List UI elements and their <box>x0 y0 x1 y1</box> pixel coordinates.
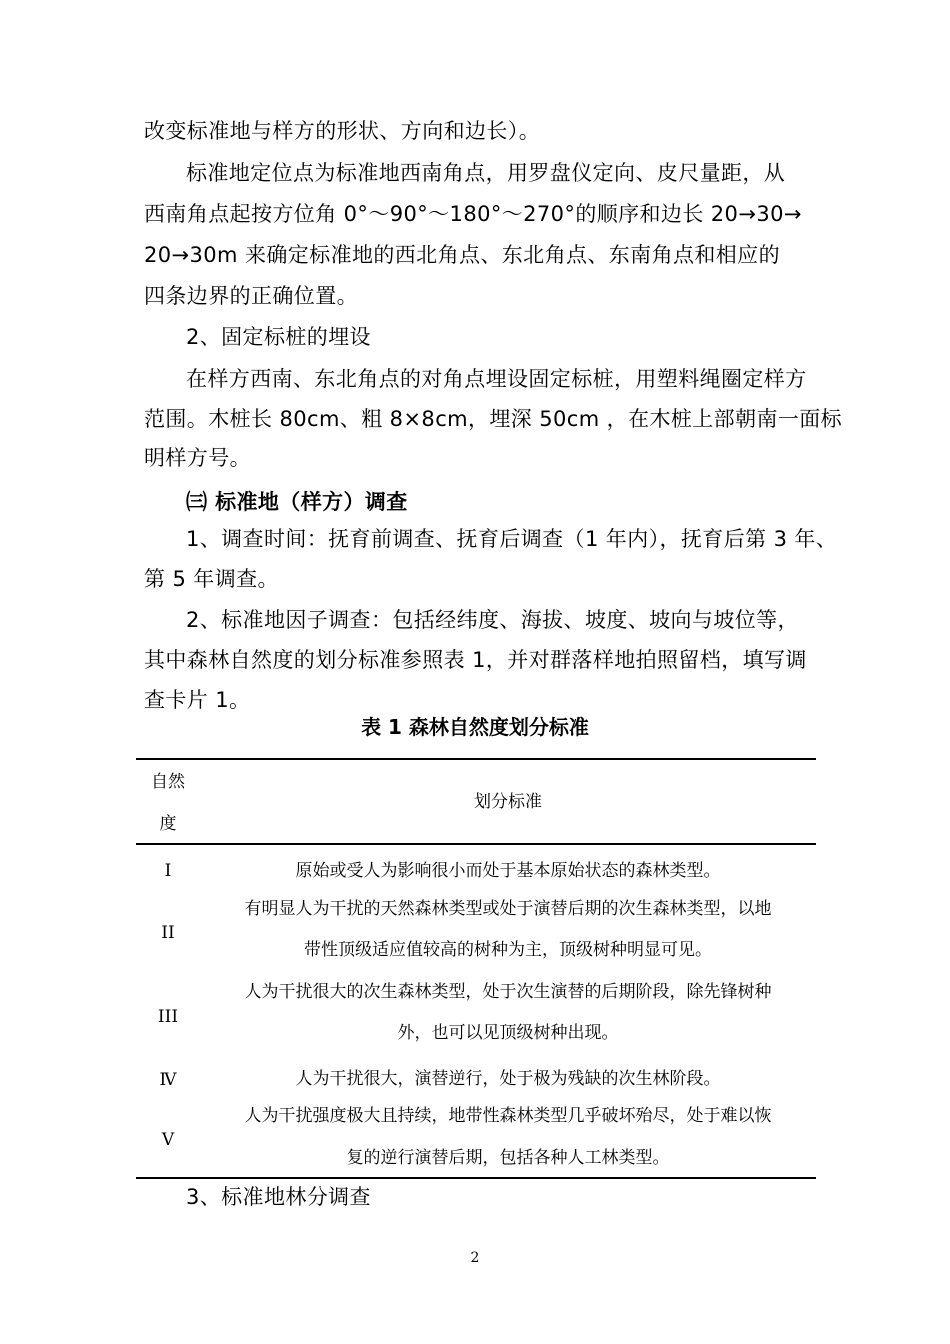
paragraph-line: 改变标准地与样方的形状、方向和边长）。 <box>144 119 541 143</box>
paragraph-line: 20→30m 来确定标准地的西北角点、东北角点、东南角点和相应的 <box>144 243 780 267</box>
page-number: 2 <box>470 1250 480 1266</box>
table-cell-criteria: 有明显人为干扰的天然森林类型或处于演替后期的次生森林类型，以地 <box>244 899 772 919</box>
table-cell-criteria: 带性顶级适应值较高的树种为主，顶级树种明显可见。 <box>304 940 712 960</box>
table-header-grade: 自然 <box>151 772 185 792</box>
table-cell-criteria: 人为干扰很大的次生森林类型，处于次生演替的后期阶段，除先锋树种 <box>244 982 772 1002</box>
table-cell-grade: Ⅳ <box>159 1070 177 1090</box>
table-cell-criteria: 人为干扰强度极大且持续，地带性森林类型几乎破坏殆尽，处于难以恢 <box>244 1106 772 1126</box>
table-cell-criteria: 原始或受人为影响很小而处于基本原始状态的森林类型。 <box>295 861 721 881</box>
table-cell-criteria: 人为干扰很大，演替逆行，处于极为残缺的次生林阶段。 <box>295 1069 721 1089</box>
table-cell-grade: V <box>161 1130 175 1150</box>
paragraph-line: 范围。木桩长 80cm、粗 8×8cm，埋深 50cm ，在木桩上部朝南一面标 <box>144 407 843 431</box>
table-header-rule <box>136 843 816 845</box>
paragraph-line: 四条边界的正确位置。 <box>144 284 358 308</box>
paragraph-line: 第 5 年调查。 <box>144 567 279 591</box>
paragraph-line: 2、标准地因子调查：包括经纬度、海拔、坡度、坡向与坡位等， <box>186 608 799 632</box>
table-cell-grade: III <box>157 1007 179 1027</box>
paragraph-line: 在样方西南、东北角点的对角点埋设固定标桩，用塑料绳圈定样方 <box>186 367 807 391</box>
table-cell-criteria: 复的逆行演替后期，包括各种人工林类型。 <box>346 1148 670 1168</box>
table-cell-grade: I <box>164 861 172 881</box>
paragraph-line: 标准地定位点为标准地西南角点，用罗盘仪定向、皮尺量距，从 <box>186 161 786 185</box>
paragraph-line: 西南角点起按方位角 0°～90°～180°～270°的顺序和边长 20→30→ <box>144 202 802 226</box>
section-heading: 2、固定标桩的埋设 <box>186 325 371 349</box>
table-top-rule <box>136 758 816 760</box>
section-heading: ㈢ 标准地（样方）调查 <box>186 490 408 514</box>
paragraph-line: 1、调查时间：抚育前调查、抚育后调查（1 年内），抚育后第 3 年、 <box>186 527 838 551</box>
paragraph-line: 其中森林自然度的划分标准参照表 1，并对群落样地拍照留档，填写调 <box>144 648 807 672</box>
table-cell-grade: II <box>161 923 175 943</box>
section-heading: 3、标准地林分调查 <box>186 1185 371 1209</box>
paragraph-line: 查卡片 1。 <box>144 688 251 712</box>
paragraph-line: 明样方号。 <box>144 446 251 470</box>
table-caption: 表 1 森林自然度划分标准 <box>361 715 589 739</box>
table-bottom-rule <box>136 1177 816 1179</box>
table-cell-criteria: 外，也可以见顶级树种出现。 <box>397 1023 619 1043</box>
table-header-criteria: 划分标准 <box>474 792 542 812</box>
table-header-grade: 度 <box>159 814 177 834</box>
